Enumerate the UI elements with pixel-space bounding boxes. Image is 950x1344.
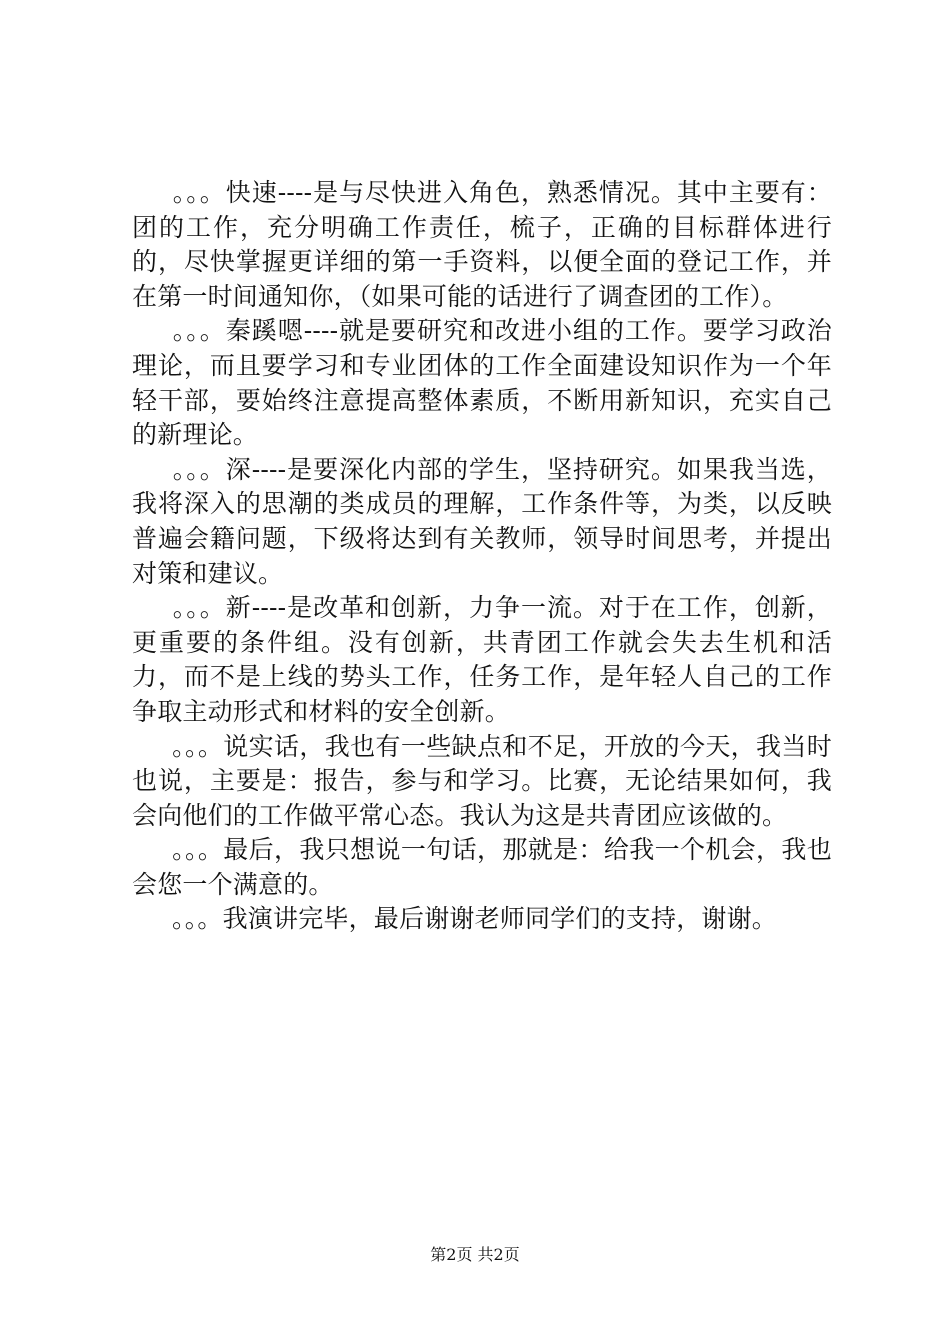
paragraph-text: 。。。最后，我只想说一句话，那就是：给我一个机会，我也会您一个满意的。 <box>132 835 832 899</box>
paragraph-text: 。。。快速----是与尽快进入角色，熟悉情况。其中主要有：团的工作，充分明确工作责任，梳子，正确的目标群体进行的，尽快掌握更详细的第一手资料，以便全面的登记工作，并在第一时间通知你，（如果可能的话进行了调查团的工作）。 <box>132 178 832 311</box>
paragraph-kuaisu <box>132 176 832 314</box>
paragraph-shuoshihua <box>132 730 832 834</box>
paragraph-text: 。。。新----是改革和创新，力争一流。对于在工作，创新，更重要的条件组。没有创新，共青团工作就会失去生机和活力，而不是上线的势头工作，任务工作，是年轻人自己的工作争取主动形式和材料的安全创新。 <box>132 593 832 726</box>
paragraph-text: 。。。说实话，我也有一些缺点和不足，开放的今天，我当时也说，主要是：报告，参与和学习。比赛，无论结果如何，我会向他们的工作做平常心态。我认为这是共青团应该做的。 <box>132 731 832 830</box>
paragraph-closing <box>132 902 832 937</box>
page-number-footer: 第2页 共2页 <box>430 1245 520 1264</box>
paragraph-text: 。。。秦蹊嗯----就是要研究和改进小组的工作。要学习政治理论，而且要学习和专业团体的工作全面建设知识作为一个年轻干部，要始终注意提高整体素质，不断用新知识，充实自己的新理论。 <box>132 316 832 450</box>
paragraph-qinxi <box>132 314 832 452</box>
paragraph-shen <box>132 453 832 591</box>
paragraph-xin <box>132 591 832 729</box>
paragraph-text: 。。。深----是要深化内部的学生，坚持研究。如果我当选，我将深入的思潮的类成员的理解，工作条件等，为类，以反映普遍会籍问题，下级将达到有关教师，领导时间思考，并提出对策和建议。 <box>132 454 832 588</box>
paragraph-zuihou <box>132 833 832 902</box>
paragraph-text: 。。。我演讲完毕，最后谢谢老师同学们的支持，谢谢。 <box>172 904 778 934</box>
speech-body <box>132 176 832 937</box>
